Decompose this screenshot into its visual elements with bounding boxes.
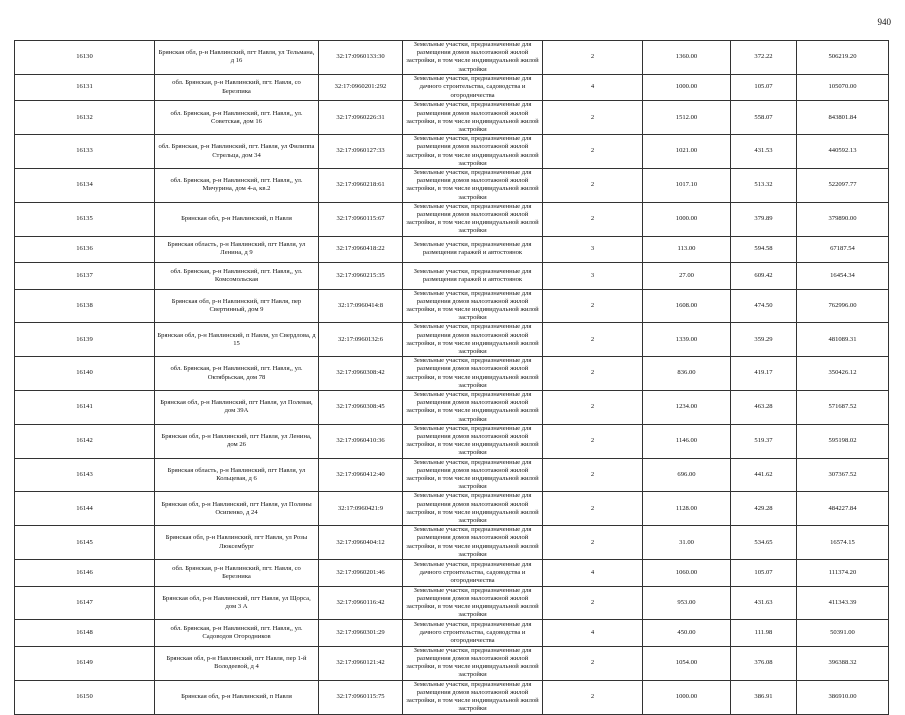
cadastral-value-cell: 386910.00	[797, 680, 889, 714]
specific-value-cell: 609.42	[731, 263, 797, 290]
land-use-cell: Земельные участки, предназначенные для размещения домов малоэтажной жилой застройки, в том числе индивидуальной жилой застройки	[403, 168, 543, 202]
land-use-cell: Земельные участки, предназначенные для размещения домов малоэтажной жилой застройки, в том числе индивидуальной жилой застройки	[403, 424, 543, 458]
specific-value-cell: 431.53	[731, 135, 797, 169]
land-use-cell: Земельные участки, предназначенные для размещения домов малоэтажной жилой застройки, в том числе индивидуальной жилой застройки	[403, 323, 543, 357]
cadastral-number-cell: 32:17:0960121:42	[319, 646, 403, 680]
land-use-cell: Земельные участки, предназначенные для размещения домов малоэтажной жилой застройки, в том числе индивидуальной жилой застройки	[403, 586, 543, 620]
specific-value-cell: 419.17	[731, 357, 797, 391]
cadastral-value-cell: 16574.15	[797, 526, 889, 560]
land-use-cell: Земельные участки, предназначенные для размещения гаражей и автостоянок	[403, 263, 543, 290]
address-cell: Брянская обл, р-н Навлинский, п Навля	[155, 202, 319, 236]
cadastral-value-cell: 105070.00	[797, 74, 889, 101]
cadastral-value-cell: 484227.84	[797, 492, 889, 526]
specific-value-cell: 111.98	[731, 620, 797, 647]
address-cell: обл. Брянская, р-н Навлинский, пгт. Навля,, ул. Мичурина, дом 4-а, кв.2	[155, 168, 319, 202]
address-cell: обл. Брянская, р-н Навлинский, пгт. Навля,, ул. Садоводов Огородников	[155, 620, 319, 647]
cadastral-value-cell: 111374.20	[797, 560, 889, 587]
cadastral-number-cell: 32:17:0960116:42	[319, 586, 403, 620]
address-cell: Брянская обл, р-н Навлинский, пгт Навля, пер Свертинный, дом 9	[155, 289, 319, 323]
land-use-cell: Земельные участки, предназначенные для размещения гаражей и автостоянок	[403, 236, 543, 263]
cadastral-number-cell: 32:17:0960218:61	[319, 168, 403, 202]
row-number-cell: 16149	[15, 646, 155, 680]
cadastral-number-cell: 32:17:0960308:42	[319, 357, 403, 391]
row-number-cell: 16131	[15, 74, 155, 101]
row-number-cell: 16136	[15, 236, 155, 263]
land-use-cell: Земельные участки, предназначенные для дачного строительства, садоводства и огородничества	[403, 560, 543, 587]
row-number-cell: 16138	[15, 289, 155, 323]
row-number-cell: 16130	[15, 41, 155, 75]
cadastral-number-cell: 32:17:0960421:9	[319, 492, 403, 526]
cadastral-number-cell: 32:17:0960115:67	[319, 202, 403, 236]
group-number-cell: 2	[543, 586, 643, 620]
area-cell: 450.00	[643, 620, 731, 647]
cadastral-value-cell: 50391.00	[797, 620, 889, 647]
address-cell: обл. Брянская, р-н Навлинский, пгт. Навля, ул Филиппа Стрельца, дом 34	[155, 135, 319, 169]
address-cell: Брянская обл, р-н Навлинский, пгт Навля, пер 1-й Володеевой, д 4	[155, 646, 319, 680]
table-row	[15, 646, 889, 680]
land-use-cell: Земельные участки, предназначенные для размещения домов малоэтажной жилой застройки, в том числе индивидуальной жилой застройки	[403, 202, 543, 236]
group-number-cell: 2	[543, 492, 643, 526]
group-number-cell: 2	[543, 323, 643, 357]
land-use-cell: Земельные участки, предназначенные для размещения домов малоэтажной жилой застройки, в том числе индивидуальной жилой застройки	[403, 646, 543, 680]
row-number-cell: 16143	[15, 458, 155, 492]
specific-value-cell: 558.07	[731, 101, 797, 135]
cadastral-number-cell: 32:17:0960201:292	[319, 74, 403, 101]
cadastral-value-cell: 843801.84	[797, 101, 889, 135]
specific-value-cell: 372.22	[731, 41, 797, 75]
table-row	[15, 458, 889, 492]
address-cell: Брянская обл, р-н Навлинский, пгт Навля, ул Полины Осипенко, д 24	[155, 492, 319, 526]
table-row	[15, 74, 889, 101]
specific-value-cell: 376.08	[731, 646, 797, 680]
row-number-cell: 16144	[15, 492, 155, 526]
group-number-cell: 2	[543, 202, 643, 236]
table-row	[15, 135, 889, 169]
cadastral-value-cell: 440592.13	[797, 135, 889, 169]
group-number-cell: 2	[543, 101, 643, 135]
specific-value-cell: 594.58	[731, 236, 797, 263]
group-number-cell: 2	[543, 424, 643, 458]
specific-value-cell: 429.28	[731, 492, 797, 526]
table-body	[15, 41, 889, 715]
cadastral-value-cell: 595198.02	[797, 424, 889, 458]
address-cell: Брянская обл, р-н Навлинский, пгт Навля, ул Полевая, дом 39А	[155, 391, 319, 425]
table-row	[15, 289, 889, 323]
group-number-cell: 4	[543, 74, 643, 101]
land-use-cell: Земельные участки, предназначенные для размещения домов малоэтажной жилой застройки, в том числе индивидуальной жилой застройки	[403, 357, 543, 391]
row-number-cell: 16147	[15, 586, 155, 620]
area-cell: 1128.00	[643, 492, 731, 526]
cadastral-number-cell: 32:17:0960226:31	[319, 101, 403, 135]
group-number-cell: 2	[543, 526, 643, 560]
specific-value-cell: 431.63	[731, 586, 797, 620]
group-number-cell: 3	[543, 236, 643, 263]
table-row	[15, 202, 889, 236]
specific-value-cell: 534.65	[731, 526, 797, 560]
address-cell: Брянская область, р-н Навлинский, пгт Навля, ул Кольцевая, д 6	[155, 458, 319, 492]
area-cell: 1060.00	[643, 560, 731, 587]
area-cell: 953.00	[643, 586, 731, 620]
area-cell: 836.00	[643, 357, 731, 391]
address-cell: Брянская обл, р-н Навлинский, п Навля, ул Свердлова, д 15	[155, 323, 319, 357]
row-number-cell: 16133	[15, 135, 155, 169]
row-number-cell: 16148	[15, 620, 155, 647]
row-number-cell: 16141	[15, 391, 155, 425]
cadastral-value-cell: 379890.00	[797, 202, 889, 236]
area-cell: 1000.00	[643, 74, 731, 101]
address-cell: Брянская обл, р-н Навлинский, п Навля	[155, 680, 319, 714]
row-number-cell: 16150	[15, 680, 155, 714]
area-cell: 113.00	[643, 236, 731, 263]
area-cell: 1000.00	[643, 202, 731, 236]
area-cell: 1512.00	[643, 101, 731, 135]
specific-value-cell: 441.62	[731, 458, 797, 492]
row-number-cell: 16140	[15, 357, 155, 391]
row-number-cell: 16145	[15, 526, 155, 560]
land-use-cell: Земельные участки, предназначенные для размещения домов малоэтажной жилой застройки, в том числе индивидуальной жилой застройки	[403, 391, 543, 425]
land-use-cell: Земельные участки, предназначенные для размещения домов малоэтажной жилой застройки, в том числе индивидуальной жилой застройки	[403, 458, 543, 492]
area-cell: 1146.00	[643, 424, 731, 458]
cadastral-value-cell: 522097.77	[797, 168, 889, 202]
area-cell: 1021.00	[643, 135, 731, 169]
address-cell: обл. Брянская, р-н Навлинский, пгт. Навля,, ул. Советская, дом 16	[155, 101, 319, 135]
table-row	[15, 680, 889, 714]
group-number-cell: 3	[543, 263, 643, 290]
area-cell: 1339.00	[643, 323, 731, 357]
cadastral-value-cell: 571687.52	[797, 391, 889, 425]
group-number-cell: 2	[543, 41, 643, 75]
cadastral-value-cell: 481089.31	[797, 323, 889, 357]
cadastral-number-cell: 32:17:0960133:30	[319, 41, 403, 75]
address-cell: Брянская обл, р-н Навлинский, пгт Навля, ул Розы Люксембург	[155, 526, 319, 560]
specific-value-cell: 105.07	[731, 560, 797, 587]
table-row	[15, 620, 889, 647]
specific-value-cell: 359.29	[731, 323, 797, 357]
specific-value-cell: 474.50	[731, 289, 797, 323]
specific-value-cell: 513.32	[731, 168, 797, 202]
group-number-cell: 4	[543, 620, 643, 647]
row-number-cell: 16132	[15, 101, 155, 135]
table-row	[15, 263, 889, 290]
group-number-cell: 4	[543, 560, 643, 587]
table-row	[15, 586, 889, 620]
area-cell: 1608.00	[643, 289, 731, 323]
row-number-cell: 16142	[15, 424, 155, 458]
cadastral-number-cell: 32:17:0960215:35	[319, 263, 403, 290]
specific-value-cell: 379.89	[731, 202, 797, 236]
table-row	[15, 41, 889, 75]
table-row	[15, 357, 889, 391]
cadastral-number-cell: 32:17:0960404:12	[319, 526, 403, 560]
group-number-cell: 2	[543, 135, 643, 169]
cadastral-number-cell: 32:17:0960414:8	[319, 289, 403, 323]
cadastral-number-cell: 32:17:0960412:40	[319, 458, 403, 492]
row-number-cell: 16135	[15, 202, 155, 236]
table-row	[15, 560, 889, 587]
table-row	[15, 168, 889, 202]
cadastral-number-cell: 32:17:0960132:6	[319, 323, 403, 357]
cadastral-value-cell: 67187.54	[797, 236, 889, 263]
area-cell: 1234.00	[643, 391, 731, 425]
cadastral-number-cell: 32:17:0960308:45	[319, 391, 403, 425]
table-row	[15, 236, 889, 263]
area-cell: 696.00	[643, 458, 731, 492]
cadastral-number-cell: 32:17:0960301:29	[319, 620, 403, 647]
address-cell: обл. Брянская, р-н Навлинский, пгт. Навля,, ул. Комсомольская	[155, 263, 319, 290]
cadastral-number-cell: 32:17:0960410:36	[319, 424, 403, 458]
row-number-cell: 16137	[15, 263, 155, 290]
specific-value-cell: 105.07	[731, 74, 797, 101]
cadastral-value-cell: 16454.34	[797, 263, 889, 290]
land-use-cell: Земельные участки, предназначенные для размещения домов малоэтажной жилой застройки, в том числе индивидуальной жилой застройки	[403, 289, 543, 323]
group-number-cell: 2	[543, 458, 643, 492]
land-use-cell: Земельные участки, предназначенные для размещения домов малоэтажной жилой застройки, в том числе индивидуальной жилой застройки	[403, 492, 543, 526]
table-row	[15, 526, 889, 560]
address-cell: Брянская область, р-н Навлинский, пгт Навля, ул Ленина, д 9	[155, 236, 319, 263]
cadastral-number-cell: 32:17:0960418:22	[319, 236, 403, 263]
land-use-cell: Земельные участки, предназначенные для дачного строительства, садоводства и огородничества	[403, 620, 543, 647]
table-row	[15, 424, 889, 458]
address-cell: Брянская обл, р-н Навлинский, пгт Навля, ул Щорса, дом 3 А	[155, 586, 319, 620]
page-number: 940	[877, 17, 891, 27]
row-number-cell: 16139	[15, 323, 155, 357]
cadastral-value-cell: 506219.20	[797, 41, 889, 75]
cadastral-value-cell: 396388.32	[797, 646, 889, 680]
specific-value-cell: 386.91	[731, 680, 797, 714]
land-use-cell: Земельные участки, предназначенные для размещения домов малоэтажной жилой застройки, в том числе индивидуальной жилой застройки	[403, 680, 543, 714]
land-use-cell: Земельные участки, предназначенные для размещения домов малоэтажной жилой застройки, в том числе индивидуальной жилой застройки	[403, 135, 543, 169]
row-number-cell: 16134	[15, 168, 155, 202]
group-number-cell: 2	[543, 168, 643, 202]
area-cell: 1000.00	[643, 680, 731, 714]
area-cell: 1054.00	[643, 646, 731, 680]
cadastral-value-table	[14, 40, 889, 715]
land-use-cell: Земельные участки, предназначенные для размещения домов малоэтажной жилой застройки, в том числе индивидуальной жилой застройки	[403, 526, 543, 560]
table-row	[15, 492, 889, 526]
cadastral-number-cell: 32:17:0960201:46	[319, 560, 403, 587]
cadastral-value-cell: 350426.12	[797, 357, 889, 391]
address-cell: обл. Брянская, р-н Навлинский, пгт. Навля, со Березника	[155, 560, 319, 587]
group-number-cell: 2	[543, 357, 643, 391]
address-cell: обл. Брянская, р-н Навлинский, пгт. Навля, со Березпика	[155, 74, 319, 101]
cadastral-value-cell: 411343.39	[797, 586, 889, 620]
cadastral-number-cell: 32:17:0960127:33	[319, 135, 403, 169]
table-row	[15, 101, 889, 135]
group-number-cell: 2	[543, 391, 643, 425]
specific-value-cell: 463.28	[731, 391, 797, 425]
specific-value-cell: 519.37	[731, 424, 797, 458]
cadastral-value-cell: 762996.00	[797, 289, 889, 323]
address-cell: обл. Брянская, р-н Навлинский, пгт. Навля,, ул. Октябрьская, дом 78	[155, 357, 319, 391]
area-cell: 1017.10	[643, 168, 731, 202]
land-use-cell: Земельные участки, предназначенные для дачного строительства, садоводства и огородничества	[403, 74, 543, 101]
table-row	[15, 391, 889, 425]
group-number-cell: 2	[543, 646, 643, 680]
cadastral-number-cell: 32:17:0960115:75	[319, 680, 403, 714]
area-cell: 31.00	[643, 526, 731, 560]
area-cell: 27.00	[643, 263, 731, 290]
address-cell: Брянская обл, р-н Навлинский, пгт Навля, ул Тельмана, д 16	[155, 41, 319, 75]
row-number-cell: 16146	[15, 560, 155, 587]
land-use-cell: Земельные участки, предназначенные для размещения домов малоэтажной жилой застройки, в том числе индивидуальной жилой застройки	[403, 101, 543, 135]
land-use-cell: Земельные участки, предназначенные для размещения домов малоэтажной жилой застройки, в том числе индивидуальной жилой застройки	[403, 41, 543, 75]
cadastral-value-cell: 307367.52	[797, 458, 889, 492]
group-number-cell: 2	[543, 680, 643, 714]
table-row	[15, 323, 889, 357]
address-cell: Брянская обл, р-н Навлинский, пгт Навля, ул Ленина, дом 26	[155, 424, 319, 458]
area-cell: 1360.00	[643, 41, 731, 75]
group-number-cell: 2	[543, 289, 643, 323]
